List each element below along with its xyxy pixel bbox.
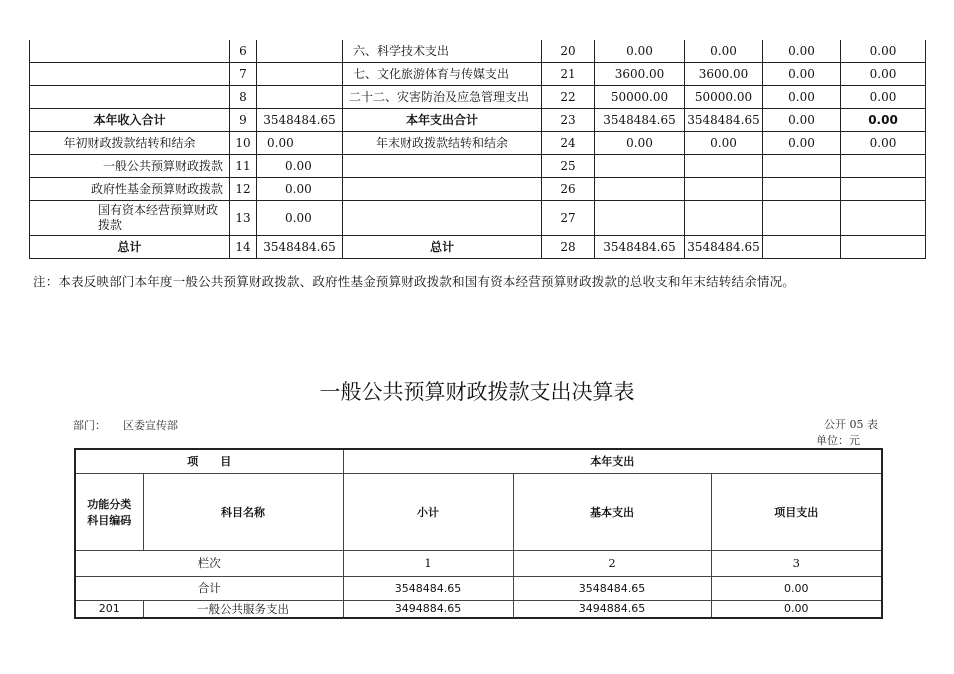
expense-value-total: 3600.00 — [595, 63, 685, 86]
expense-item-label: 六、科学技术支出 — [343, 40, 542, 63]
expense-row-number: 26 — [542, 178, 595, 201]
total-basic: 3548484.65 — [513, 576, 711, 600]
income-row-number: 11 — [230, 155, 257, 178]
expense-item-label: 七、文化旅游体育与传媒支出 — [343, 63, 542, 86]
table-footnote: 注：本表反映部门本年度一般公共预算财政拨款、政府性基金预算财政拨款和国有资本经营预算财政拨款的总收支和年末结转结余情况。 — [33, 274, 796, 289]
table-row — [30, 86, 926, 109]
expense-value-capital: 0.00 — [841, 86, 926, 109]
form-number: 公开 05 表 — [824, 418, 878, 431]
department-name: 区委宣传部 — [123, 419, 178, 432]
column-number-1: 1 — [343, 550, 513, 576]
header-subtotal: 小计 — [343, 473, 513, 550]
income-amount: 0.00 — [257, 132, 343, 155]
header-function-code — [75, 473, 143, 550]
expense-item-label: 二十二、灾害防治及应急管理支出 — [343, 86, 542, 109]
expense-item-label: 年末财政拨款结转和结余 — [343, 132, 542, 155]
header-basic-expenditure: 基本支出 — [513, 473, 711, 550]
expense-value-capital: 0.00 — [841, 109, 926, 132]
expense-value-capital — [841, 178, 926, 201]
income-row-number: 8 — [230, 86, 257, 109]
row-basic: 3494884.65 — [513, 600, 711, 618]
header-function-code-line1: 功能分类 — [87, 497, 132, 511]
income-subtotal-label: 本年收入合计 — [30, 109, 230, 132]
income-item-label: 一般公共预算财政拨款 — [30, 155, 230, 178]
header-function-code-line2: 科目编码 — [87, 513, 132, 527]
total-row — [75, 576, 882, 600]
expense-row-number: 22 — [542, 86, 595, 109]
unit-label: 单位：元 — [816, 434, 860, 447]
expense-value-total: 0.00 — [595, 40, 685, 63]
income-row-number: 14 — [230, 236, 257, 259]
expense-value-general: 3548484.65 — [685, 109, 763, 132]
table-row — [30, 201, 926, 236]
table-row — [30, 63, 926, 86]
header-subject-name: 科目名称 — [143, 473, 343, 550]
row-project: 0.00 — [711, 600, 882, 618]
total-label: 合计 — [75, 576, 343, 600]
expense-value-general: 3600.00 — [685, 63, 763, 86]
fiscal-summary-table — [29, 40, 926, 259]
expense-value-fund — [763, 178, 841, 201]
expense-value-fund: 0.00 — [763, 40, 841, 63]
income-total-label: 总计 — [30, 236, 230, 259]
expense-item-label — [343, 178, 542, 201]
income-amount — [257, 63, 343, 86]
table-row — [30, 40, 926, 63]
expense-row-number: 21 — [542, 63, 595, 86]
expense-row-number: 24 — [542, 132, 595, 155]
expense-value-fund: 0.00 — [763, 109, 841, 132]
expense-value-total — [595, 201, 685, 236]
expense-value-general: 50000.00 — [685, 86, 763, 109]
expense-value-total — [595, 178, 685, 201]
income-row-number: 13 — [230, 201, 257, 236]
expense-value-capital: 0.00 — [841, 132, 926, 155]
expense-total-label: 总计 — [343, 236, 542, 259]
expense-value-capital — [841, 155, 926, 178]
expense-value-general: 0.00 — [685, 132, 763, 155]
income-item-label — [30, 63, 230, 86]
expense-value-general — [685, 155, 763, 178]
expense-value-capital: 0.00 — [841, 40, 926, 63]
expense-value-general — [685, 178, 763, 201]
column-number-3: 3 — [711, 550, 882, 576]
income-amount — [257, 86, 343, 109]
total-project: 0.00 — [711, 576, 882, 600]
income-amount: 0.00 — [257, 201, 343, 236]
header-project: 项 目 — [75, 449, 343, 473]
column-number-label: 栏次 — [75, 550, 343, 576]
header-row — [75, 473, 882, 550]
income-item-label: 年初财政拨款结转和结余 — [30, 132, 230, 155]
table-row-subtotal — [30, 109, 926, 132]
income-amount: 0.00 — [257, 178, 343, 201]
income-row-number: 7 — [230, 63, 257, 86]
expense-value-total: 0.00 — [595, 132, 685, 155]
expense-row-number: 27 — [542, 201, 595, 236]
column-number-row — [75, 550, 882, 576]
income-row-number: 12 — [230, 178, 257, 201]
expense-value-general: 0.00 — [685, 40, 763, 63]
expense-value-fund: 0.00 — [763, 63, 841, 86]
general-budget-expenditure-table — [74, 448, 883, 619]
income-amount — [257, 40, 343, 63]
income-amount: 3548484.65 — [257, 109, 343, 132]
expense-value-total: 3548484.65 — [595, 236, 685, 259]
expense-value-fund — [763, 236, 841, 259]
expense-value-fund: 0.00 — [763, 132, 841, 155]
income-item-label: 政府性基金预算财政拨款 — [30, 178, 230, 201]
expense-row-number: 28 — [542, 236, 595, 259]
expense-value-capital: 0.00 — [841, 63, 926, 86]
table-row — [75, 600, 882, 618]
total-subtotal: 3548484.65 — [343, 576, 513, 600]
income-item-label — [30, 201, 230, 236]
expense-value-fund — [763, 201, 841, 236]
department-label: 部门： — [73, 419, 106, 432]
expense-item-label — [343, 201, 542, 236]
expense-row-number: 25 — [542, 155, 595, 178]
income-amount: 3548484.65 — [257, 236, 343, 259]
page-title: 一般公共预算财政拨款支出决算表 — [319, 380, 635, 404]
expense-value-general: 3548484.65 — [685, 236, 763, 259]
table-row — [30, 132, 926, 155]
column-number-2: 2 — [513, 550, 711, 576]
expense-value-total: 3548484.65 — [595, 109, 685, 132]
expense-item-label — [343, 155, 542, 178]
expense-value-fund: 0.00 — [763, 86, 841, 109]
expense-row-number: 23 — [542, 109, 595, 132]
header-project-expenditure: 项目支出 — [711, 473, 882, 550]
subject-name: 一般公共服务支出 — [143, 600, 343, 618]
income-item-label — [30, 86, 230, 109]
table-row — [30, 178, 926, 201]
header-current-year-expenditure: 本年支出 — [343, 449, 882, 473]
income-amount: 0.00 — [257, 155, 343, 178]
income-row-number: 10 — [230, 132, 257, 155]
income-item-label-text: 国有资本经营预算财政拨款 — [98, 203, 219, 232]
expense-value-total — [595, 155, 685, 178]
header-row — [75, 449, 882, 473]
expense-row-number: 20 — [542, 40, 595, 63]
expense-value-general — [685, 201, 763, 236]
function-code: 201 — [75, 600, 143, 618]
income-row-number: 6 — [230, 40, 257, 63]
expense-subtotal-label: 本年支出合计 — [343, 109, 542, 132]
table-row — [30, 155, 926, 178]
expense-value-fund — [763, 155, 841, 178]
expense-value-capital — [841, 236, 926, 259]
income-item-label — [30, 40, 230, 63]
expense-value-capital — [841, 201, 926, 236]
income-row-number: 9 — [230, 109, 257, 132]
expense-value-total: 50000.00 — [595, 86, 685, 109]
row-subtotal: 3494884.65 — [343, 600, 513, 618]
table-row-grand-total — [30, 236, 926, 259]
